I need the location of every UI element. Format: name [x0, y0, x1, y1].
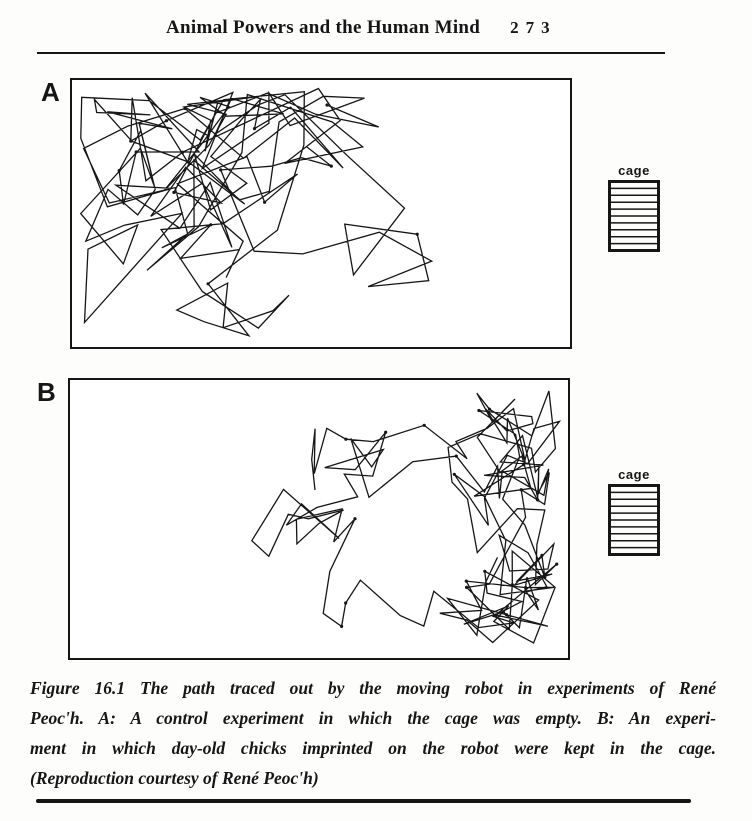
cage-b: [606, 467, 662, 561]
figure-caption: [30, 673, 716, 793]
caption-line: (Reproduction courtesy of René Peoc'h): [30, 768, 319, 788]
cage-a: [606, 163, 662, 257]
panel-a-trace-box: [70, 78, 572, 349]
caption-line: ment in which day-old chicks imprinted on the robot were kept in the cage.: [30, 738, 716, 758]
panel-b-label: B: [37, 377, 56, 407]
panel-b-trace-box: [68, 378, 570, 660]
caption-line: Peoc'h. A: A control experiment in which the cage was empty. B: An experi-: [30, 708, 716, 728]
cage-icon: [608, 180, 660, 252]
cage-a-label: cage: [618, 163, 650, 178]
header-rule: [37, 52, 665, 54]
caption-line: Figure 16.1 The path traced out by the moving robot in experiments of René: [30, 678, 716, 698]
running-head: [166, 17, 557, 39]
page-number: 273: [510, 18, 557, 37]
footer-rule: [36, 799, 691, 803]
robot-path-b: [70, 380, 568, 658]
cage-icon: [608, 484, 660, 556]
robot-path-a: [72, 80, 570, 347]
panel-a-label: A: [41, 77, 60, 107]
cage-b-label: cage: [618, 467, 650, 482]
running-title: Animal Powers and the Human Mind: [166, 17, 481, 38]
